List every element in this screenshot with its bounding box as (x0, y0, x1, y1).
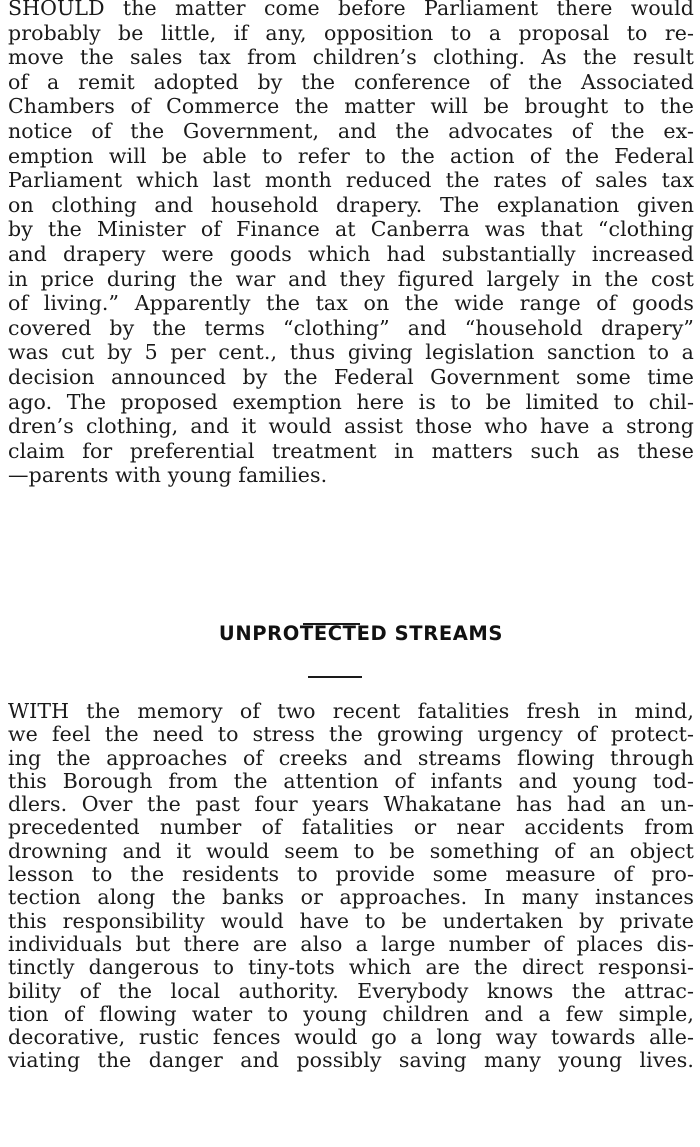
text-line: emption will be able to refer to the action of the Federal (8, 143, 694, 168)
text-line: individuals but there are also a large number of places dis- (8, 931, 694, 956)
text-line: of a remit adopted by the conference of the Associated (8, 69, 694, 94)
text-line: viating the danger and possibly saving many young lives. (8, 1048, 694, 1073)
text-line: dlers. Over the past four years Whakatane has had an un- (8, 792, 694, 817)
text-line: move the sales tax from children’s clothing. As the result (8, 45, 694, 70)
editorial-sales-tax-paragraph (8, 0, 694, 488)
text-line: notice of the Government, and the advocates of the ex- (8, 118, 694, 143)
text-line: Parliament which last month reduced the rates of sales tax (8, 168, 694, 193)
article-headline: UNPROTECTED STREAMS (218, 622, 504, 645)
text-line: and drapery were goods which had substantially increased (8, 241, 694, 266)
text-line: drowning and it would seem to be something of an object (8, 838, 694, 863)
text-line: this responsibility would have to be undertaken by private (8, 908, 694, 933)
text-line: on clothing and household drapery. The explanation given (8, 192, 694, 217)
text-line: tection along the banks or approaches. In many instances (8, 885, 694, 910)
text-line: we feel the need to stress the growing urgency of protect- (8, 722, 694, 747)
text-line: tinctly dangerous to tiny-tots which are the direct responsi- (8, 955, 694, 980)
text-line: was cut by 5 per cent., thus giving legislation sanction to a (8, 340, 694, 365)
text-line: by the Minister of Finance at Canberra was that “clothing (8, 217, 694, 242)
text-line: SHOULD the matter come before Parliament there would (8, 0, 694, 20)
text-line: decision announced by the Federal Government some time (8, 364, 694, 389)
text-line: bility of the local authority. Everybody knows the attrac- (8, 978, 694, 1003)
text-line: ing the approaches of creeks and streams flowing through (8, 745, 694, 770)
text-line: ago. The proposed exemption here is to be limited to chil- (8, 389, 694, 414)
text-line: lesson to the residents to provide some measure of pro- (8, 862, 694, 887)
text-line: covered by the terms “clothing” and “household drapery” (8, 315, 694, 340)
text-line: in price during the war and they figured largely in the cost (8, 266, 694, 291)
text-line: dren’s clothing, and it would assist those who have a strong (8, 414, 694, 439)
text-line: —parents with young families. (8, 463, 328, 488)
headline-rule-bottom (308, 676, 362, 678)
text-line: probably be little, if any, opposition to a proposal to re- (8, 20, 694, 45)
text-line: Chambers of Commerce the matter will be brought to the (8, 94, 694, 119)
text-line: of living.” Apparently the tax on the wide range of goods (8, 291, 694, 316)
text-line: WITH the memory of two recent fatalities fresh in mind, (8, 699, 694, 723)
editorial-streams-paragraph (8, 700, 694, 1073)
text-line: precedented number of fatalities or near accidents from (8, 815, 694, 840)
text-line: this Borough from the attention of infants and young tod- (8, 768, 694, 793)
text-line: claim for preferential treatment in matters such as these (8, 438, 694, 463)
text-line: tion of flowing water to young children and a few simple, (8, 1001, 694, 1026)
text-line: decorative, rustic fences would go a long way towards alle- (8, 1025, 694, 1050)
